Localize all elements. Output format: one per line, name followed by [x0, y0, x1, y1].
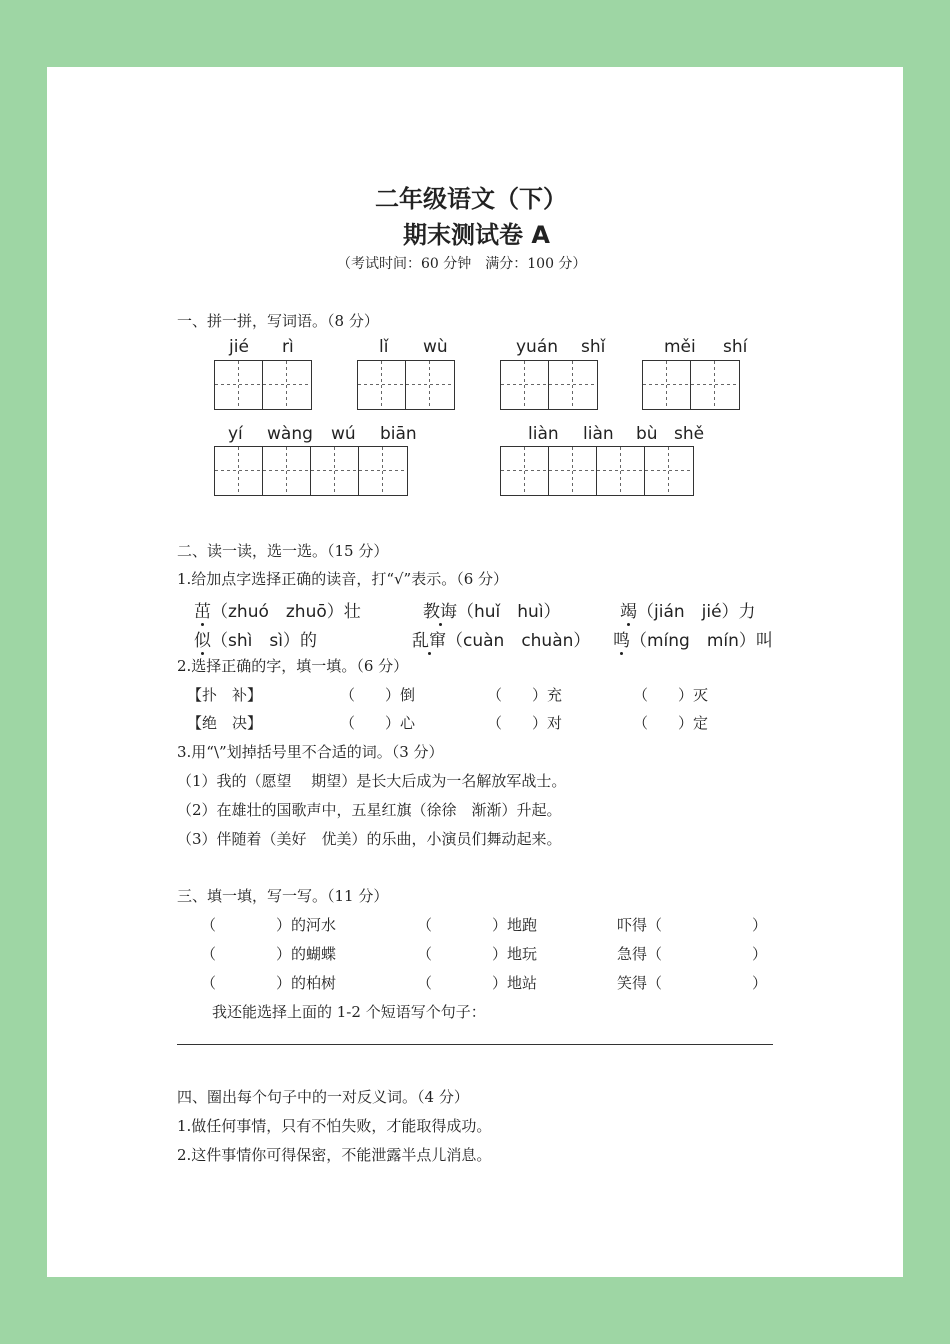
exam-info: （考试时间：60 分钟 满分：100 分） [337, 256, 587, 272]
pinyin: yí [228, 424, 243, 444]
sentence-item[interactable]: （3）伴随着（美好 优美）的乐曲，小演员们舞动起来。 [177, 830, 562, 848]
fill-blank[interactable]: （ ）对 [487, 714, 563, 732]
fill-phrase[interactable]: （ ）地跑 [417, 916, 538, 934]
pinyin: wàng [267, 424, 313, 444]
fill-phrase[interactable]: 吓得（ ） [617, 916, 768, 934]
title-line-2: 期末测试卷 A [403, 221, 550, 249]
fill-blank[interactable]: （ ）倒 [340, 686, 416, 704]
fill-phrase[interactable]: （ ）的河水 [201, 916, 337, 934]
pinyin: shě [674, 424, 705, 444]
fill-blank[interactable]: （ ）心 [340, 714, 416, 732]
fill-blank[interactable]: （ ）灭 [633, 686, 709, 704]
writing-grid[interactable] [214, 360, 312, 410]
antonym-sentence[interactable]: 1.做任何事情，只有不怕失败，才能取得成功。 [177, 1117, 492, 1135]
pinyin: yuán [516, 337, 559, 357]
pinyin: liàn [583, 424, 614, 444]
pinyin: wú [331, 424, 356, 444]
pinyin: shí [723, 337, 748, 357]
section-3-heading: 三、填一填，写一写。（11 分） [177, 887, 389, 905]
worksheet-page [47, 67, 903, 1277]
writing-grid[interactable] [357, 360, 455, 410]
fill-phrase[interactable]: （ ）的柏树 [201, 974, 337, 992]
writing-grid[interactable] [214, 446, 408, 496]
section-4-heading: 四、圈出每个句子中的一对反义词。（4 分） [177, 1088, 469, 1106]
pinyin: jié [229, 337, 249, 357]
fill-blank[interactable]: （ ）充 [487, 686, 563, 704]
section-1-heading: 一、拼一拼，写词语。（8 分） [177, 312, 379, 330]
writing-grid[interactable] [500, 446, 694, 496]
antonym-sentence[interactable]: 2.这件事情你可得保密，不能泄露半点儿消息。 [177, 1146, 492, 1164]
fill-blank[interactable]: （ ）定 [633, 714, 709, 732]
writing-grid[interactable] [500, 360, 598, 410]
fill-phrase[interactable]: （ ）地玩 [417, 945, 538, 963]
section-2-heading: 二、读一读，选一选。（15 分） [177, 542, 389, 560]
fill-phrase[interactable]: 笑得（ ） [617, 974, 768, 992]
question-2-2: 2.选择正确的字，填一填。（6 分） [177, 657, 409, 675]
pinyin: bù [636, 424, 658, 444]
sentence-item[interactable]: （2）在雄壮的国歌声中，五星红旗（徐徐 渐渐）升起。 [177, 801, 562, 819]
writing-grid[interactable] [642, 360, 740, 410]
reading-item[interactable]: 茁（zhuó zhuō）壮 [194, 602, 361, 622]
question-2-1: 1.给加点字选择正确的读音，打“√”表示。（6 分） [177, 570, 509, 588]
fill-phrase[interactable]: 急得（ ） [617, 945, 768, 963]
reading-item[interactable]: 竭（jián jié）力 [620, 602, 756, 622]
reading-item[interactable]: 教诲（huǐ huì） [423, 602, 561, 622]
question-2-3: 3.用“\”划掉括号里不合适的词。（3 分） [177, 743, 444, 761]
pinyin: liàn [528, 424, 559, 444]
pinyin: wù [423, 337, 448, 357]
pinyin: shǐ [581, 337, 606, 357]
reading-item[interactable]: 鸣（míng mín）叫 [613, 631, 773, 651]
reading-item[interactable]: 似（shì sì）的 [194, 631, 317, 651]
char-pair: 【绝 决】 [187, 714, 263, 732]
char-pair: 【扑 补】 [187, 686, 263, 704]
fill-phrase[interactable]: （ ）地站 [417, 974, 538, 992]
reading-item[interactable]: 乱窜（cuàn chuàn） [412, 631, 591, 651]
title-line-1: 二年级语文（下） [375, 185, 567, 213]
pinyin: biān [380, 424, 417, 444]
sentence-item[interactable]: （1）我的（愿望 期望）是长大后成为一名解放军战士。 [177, 772, 567, 790]
pinyin: lǐ [379, 337, 389, 357]
sentence-prompt: 我还能选择上面的 1-2 个短语写个句子： [212, 1003, 486, 1021]
answer-line[interactable] [177, 1044, 773, 1045]
fill-phrase[interactable]: （ ）的蝴蝶 [201, 945, 337, 963]
pinyin: měi [664, 337, 696, 357]
pinyin: rì [282, 337, 294, 357]
